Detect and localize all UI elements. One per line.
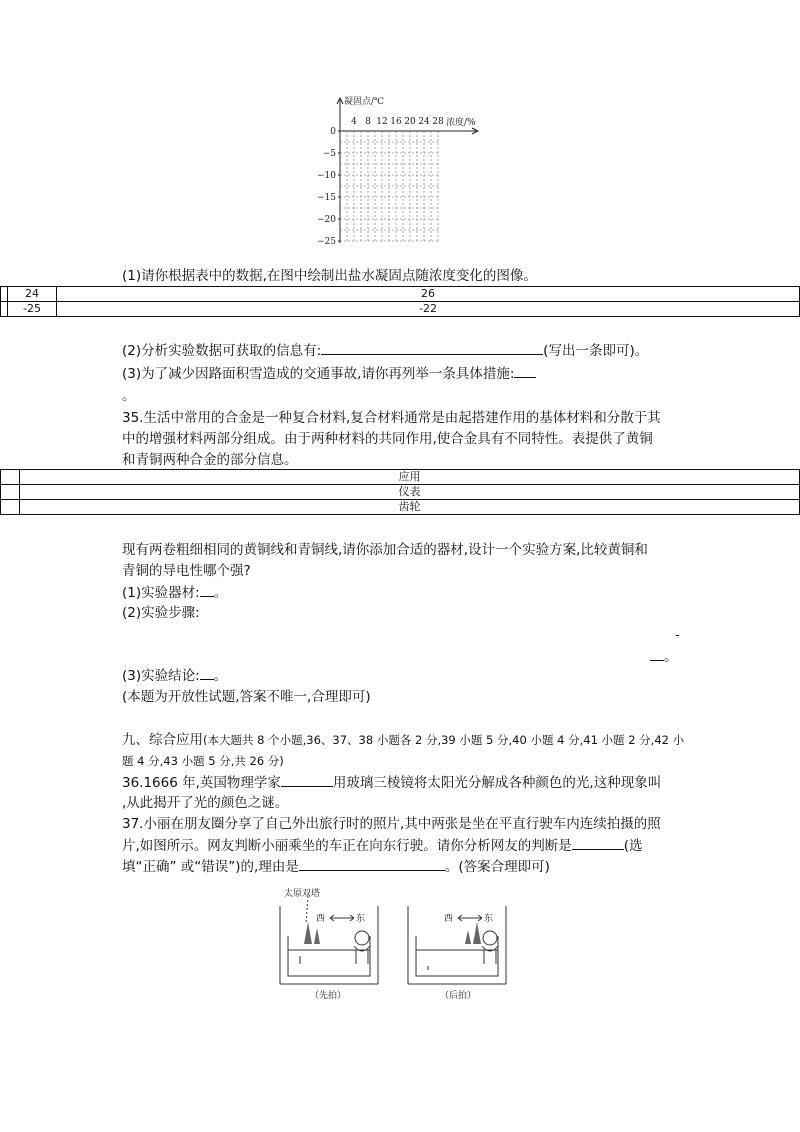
- y-axis-label: 凝固点/℃: [344, 97, 385, 107]
- x-tick-label: 8: [365, 117, 371, 127]
- x-tick-label: 4: [351, 117, 357, 127]
- q35-intro-3: 和青铜两种合金的部分信息。: [122, 452, 298, 468]
- q37-text-3: 填“正确” 或“错误”)的,理由是: [122, 859, 299, 875]
- y-tick-label: −25: [317, 237, 336, 247]
- west-label-right: 西: [444, 914, 454, 924]
- table-cell: -25: [8, 302, 57, 317]
- q35-conclusion: [122, 666, 227, 685]
- table-row: [1, 485, 800, 500]
- q35-task-1: 现有两卷粗细相同的黄铜线和青铜线,请你添加合适的器材,设计一个实验方案,比较黄铜和: [122, 542, 648, 558]
- section9-title: 九、综合应用: [122, 732, 203, 748]
- y-tick-label: −5: [322, 149, 336, 159]
- caption-first: （先拍）: [310, 991, 347, 1001]
- x-axis-label: 浓度/%: [446, 118, 476, 128]
- q34-part2-text: (2)分析实验数据可获取的信息有:: [122, 343, 322, 359]
- q37-text-2b: (选: [623, 838, 643, 854]
- q35-conclusion-label: (3)实验结论:: [122, 668, 200, 684]
- answer-blank[interactable]: [281, 773, 333, 787]
- x-tick-label: 20: [404, 117, 416, 127]
- q35-steps: (2)实验步骤:: [122, 605, 200, 621]
- q37-line-3: [122, 857, 550, 876]
- q34-part2: [122, 341, 648, 360]
- q34-data-table: [0, 286, 800, 317]
- q35-intro-1: 35.生活中常用的合金是一种复合材料,复合材料通常是由起搭建作用的基体材料和分散于其: [122, 410, 661, 426]
- q37-line-2: [122, 836, 643, 855]
- q37-text-3b: 。(答案合理即可): [444, 859, 550, 875]
- q36-text-1: 36.1666 年,英国物理学家: [122, 775, 281, 791]
- freezing-point-chart: [300, 92, 500, 252]
- q35-equipment: [122, 583, 227, 602]
- answer-blank[interactable]: [514, 364, 536, 378]
- y-tick-label: −10: [317, 171, 336, 181]
- section9-score-2: 题 4 分,43 小题 5 分,共 26 分): [122, 754, 284, 768]
- answer-blank[interactable]: [321, 341, 543, 355]
- answer-blank[interactable]: [572, 836, 624, 850]
- q34-part1: (1)请你根据表中的数据,在图中绘制出盐水凝固点随浓度变化的图像。: [122, 268, 537, 284]
- west-label-left: 西: [316, 914, 326, 924]
- table-row: [1, 287, 800, 302]
- q34-part2-note: (写出一条即可)。: [543, 343, 649, 359]
- answer-blank[interactable]: [650, 647, 664, 661]
- q35-steps-dash: -: [675, 628, 680, 643]
- q35-task-2: 青铜的导电性哪个强?: [122, 563, 251, 579]
- q35-note: (本题为开放性试题,答案不唯一,合理即可): [122, 689, 371, 705]
- x-tick-label: 12: [376, 117, 388, 127]
- table-cell: 齿轮: [20, 500, 800, 515]
- table-row: [1, 470, 800, 485]
- answer-blank[interactable]: [200, 666, 214, 680]
- q35-steps-period: 。: [664, 649, 678, 665]
- q37-line-1: 37.小丽在朋友圈分享了自己外出旅行时的照片,其中两张是坐在平直行驶车内连续拍摄的照: [122, 816, 661, 832]
- x-tick-label: 16: [390, 117, 402, 127]
- q35-intro-2: 中的增强材料两部分组成。由于两种材料的共同作用,使合金具有不同特性。表提供了黄铜: [122, 431, 653, 447]
- tower-label: 太原双塔: [284, 889, 321, 899]
- q35-period: 。: [213, 585, 228, 601]
- y-tick-label: −20: [317, 215, 336, 225]
- q36-line-1: [122, 773, 661, 792]
- answer-blank[interactable]: [200, 583, 214, 597]
- y-tick-label: 0: [330, 127, 336, 137]
- q34-part3-text: (3)为了减少因路面积雪造成的交通事故,请你再列举一条具体措施:: [122, 366, 515, 382]
- q36-line-2: ,从此揭开了光的颜色之谜。: [122, 795, 289, 811]
- y-tick-label: −15: [317, 193, 336, 203]
- table-row: [1, 500, 800, 515]
- q35-equipment-label: (1)实验器材:: [122, 585, 200, 601]
- q35-conclusion-period: 。: [213, 668, 228, 684]
- caption-after: （后拍）: [440, 991, 477, 1001]
- table-row: [1, 302, 800, 317]
- table-cell: 应用: [20, 470, 800, 485]
- table-cell: 26: [57, 287, 800, 302]
- q34-part3: [122, 364, 536, 383]
- q36-text-2: 用玻璃三棱镜将太阳光分解成各种颜色的光,这种现象叫: [332, 775, 662, 791]
- answer-blank[interactable]: [299, 857, 445, 871]
- q37-text-2: 片,如图所示。网友判断小丽乘坐的车正在向东行驶。请你分析网友的判断是: [122, 838, 572, 854]
- table-cell: -22: [57, 302, 800, 317]
- car-window-figure: [270, 884, 520, 1004]
- section9-heading: [122, 731, 684, 749]
- q35-steps-end: [650, 647, 678, 666]
- east-label-right: 东: [484, 914, 494, 924]
- x-tick-label: 24: [418, 117, 430, 127]
- x-tick-label: 28: [432, 117, 444, 127]
- table-cell: 仪表: [20, 485, 800, 500]
- q34-period: 。: [122, 388, 136, 404]
- q35-alloy-table: [0, 469, 800, 515]
- east-label-left: 东: [356, 914, 366, 924]
- section9-score: (本大题共 8 个小题,36、37、38 小题各 2 分,39 小题 5 分,40 小题 4 分,41 小题 2 分,42 小: [203, 733, 685, 747]
- table-cell: 24: [8, 287, 57, 302]
